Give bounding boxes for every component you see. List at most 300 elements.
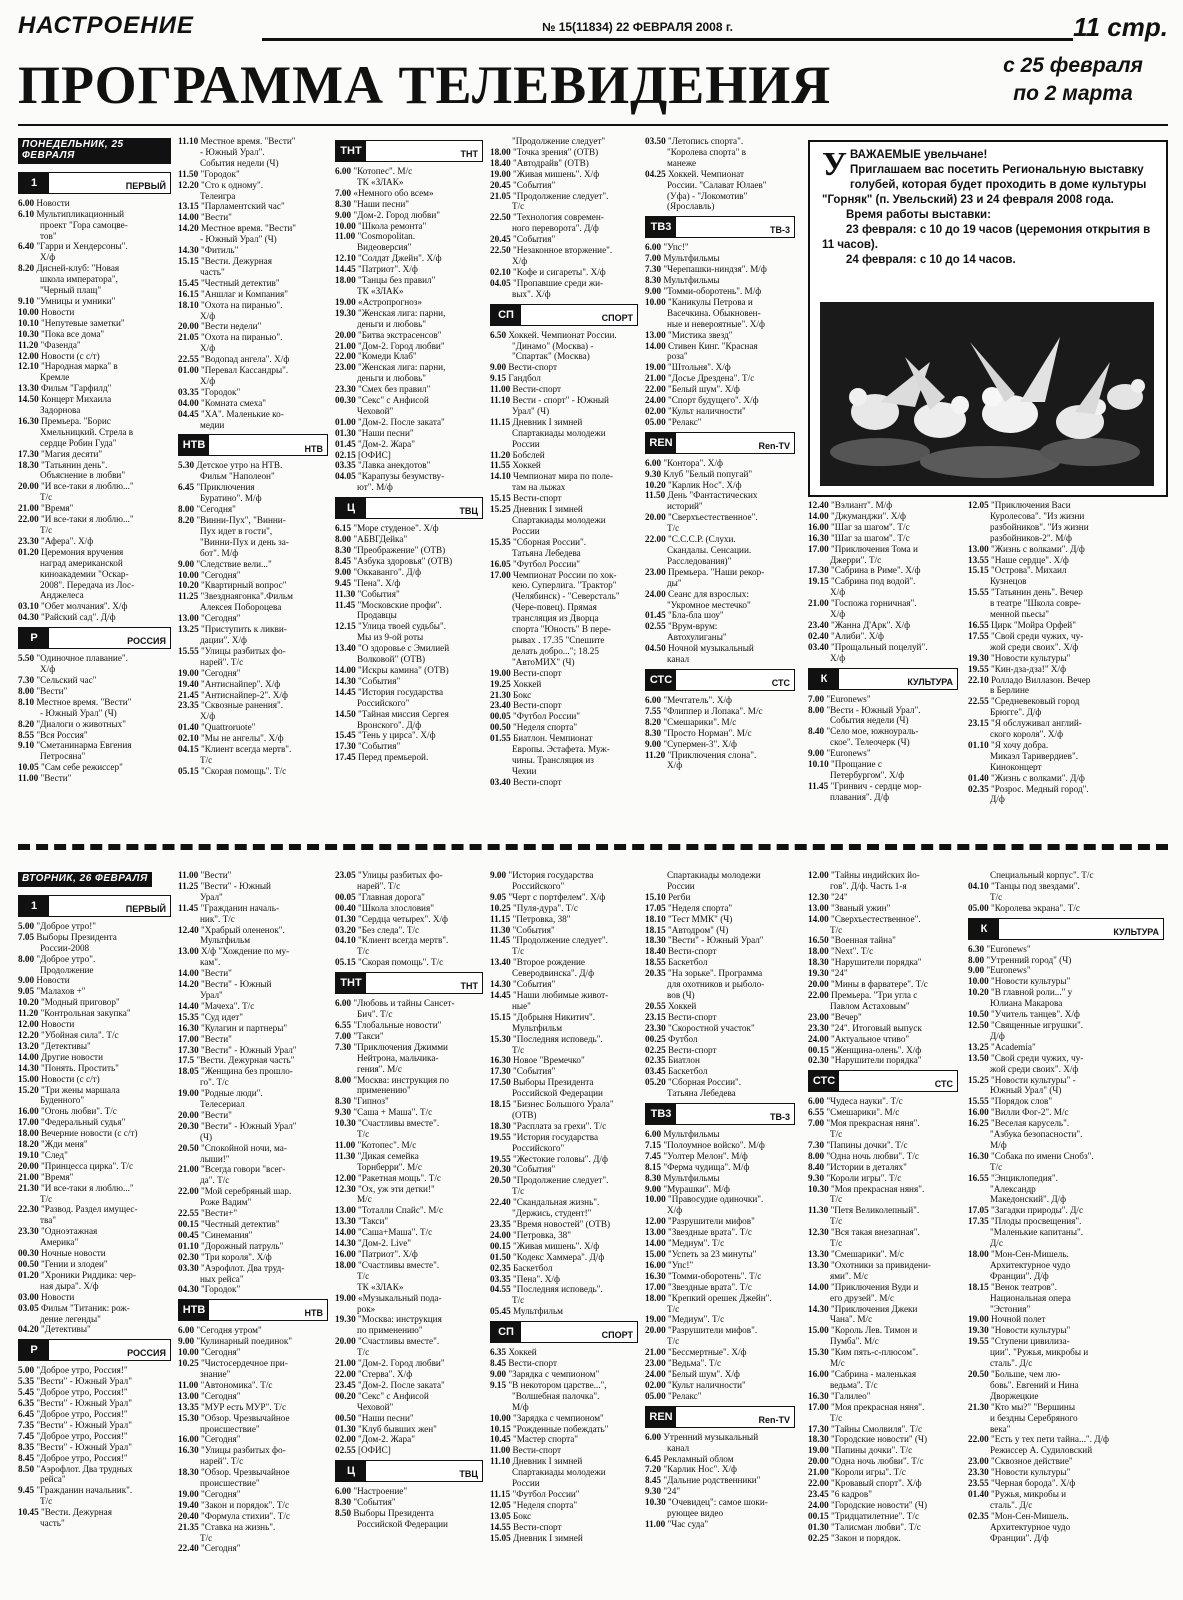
program-time: 10.30 <box>645 1497 668 1508</box>
program-title: "Сверхъестественное". <box>830 913 921 924</box>
program-time: 04.25 <box>645 168 668 179</box>
program-line <box>18 1453 171 1464</box>
program-line <box>968 1325 1164 1336</box>
program-line <box>490 1274 638 1285</box>
program-time: 11.50 <box>645 490 668 501</box>
channel-name: Ren-TV <box>758 440 790 451</box>
program-line <box>808 1045 958 1056</box>
program-time: 23.05 <box>335 870 358 880</box>
program-time: 15.25 <box>490 504 513 515</box>
program-line <box>18 697 171 708</box>
program-time: 6.45 <box>645 1453 664 1464</box>
program-line <box>490 755 638 766</box>
channel-logo-icon: СТС <box>646 670 676 690</box>
program-title: "Зарядка с чемпионом" <box>512 1412 604 1423</box>
program-time: 7.45 <box>645 1150 664 1161</box>
program-title: Чемпионат России по хок- <box>512 569 617 580</box>
program-line <box>335 286 483 297</box>
program-title: Хоккей <box>512 678 542 689</box>
program-line <box>808 1533 958 1544</box>
program-line <box>968 1064 1164 1075</box>
program-title: Т/с <box>512 201 525 212</box>
program-title: школа императора", <box>40 274 118 285</box>
program-title: "Обет молчания". Х/ф <box>40 601 128 612</box>
program-time: 16.15 <box>178 288 201 299</box>
program-title: "Уолтер Мелон". М/ф <box>663 1150 748 1161</box>
program-time: 9.00 <box>645 285 664 296</box>
program-line <box>968 944 1164 955</box>
program-time: 20.00 <box>645 1325 668 1336</box>
program-time: 13.00 <box>178 613 201 624</box>
program-line <box>18 438 171 449</box>
program-line <box>335 210 483 221</box>
program-line <box>968 1467 1164 1478</box>
program-line <box>808 653 958 664</box>
program-title: "Одна ночь любви". Т/с <box>830 1456 924 1467</box>
program-title: "История государства <box>512 1131 599 1142</box>
program-time: 11.45 <box>335 599 358 610</box>
program-title: "Море студеное". Х/ф <box>353 523 439 534</box>
program-time: 16.00 <box>335 1249 358 1259</box>
program-line <box>178 223 328 234</box>
channel-name: ТВЦ <box>459 1469 478 1480</box>
program-time: 19.00 <box>335 1292 358 1303</box>
program-time: 8.45 <box>490 1358 509 1369</box>
program-time: 16.30 <box>968 1150 991 1161</box>
program-title: Х/ф <box>512 255 528 266</box>
program-time: 00.50 <box>335 1412 358 1423</box>
program-title: "Неделя спорта" <box>667 902 733 913</box>
program-line <box>490 1197 638 1208</box>
program-line <box>490 1175 638 1186</box>
program-title: "Учитель танцев". Х/ф <box>990 1009 1080 1020</box>
program-line <box>490 1088 638 1099</box>
schedule-column <box>808 870 958 1595</box>
program-time: 19.30 <box>808 968 831 979</box>
program-title: "Три короля". Х/ф <box>200 1251 272 1262</box>
program-line <box>490 733 638 744</box>
program-title: Т/с <box>200 1532 213 1543</box>
program-line <box>968 870 1164 881</box>
program-line <box>178 1380 328 1391</box>
program-time: 19.30 <box>968 652 991 663</box>
channel-header <box>335 1460 483 1482</box>
program-line <box>335 935 483 946</box>
program-time: 02.10 <box>490 266 513 277</box>
program-time: 04.30 <box>178 1284 201 1295</box>
program-title: Юлиана Макарова <box>990 998 1063 1009</box>
program-line <box>490 690 638 701</box>
program-time: 18.10 <box>645 913 668 924</box>
program-line <box>335 881 483 892</box>
program-line <box>335 709 483 720</box>
program-line <box>335 1380 483 1391</box>
program-title: Вести-спорт <box>512 667 562 678</box>
program-time: 17.05 <box>645 902 668 913</box>
program-line <box>178 892 328 903</box>
program-line <box>490 1391 638 1402</box>
program-time: 16.30 <box>178 1445 201 1456</box>
program-line <box>808 587 958 598</box>
program-line <box>968 707 1164 718</box>
program-line <box>808 968 958 979</box>
program-time: 16.00 <box>178 1434 201 1445</box>
program-line <box>808 1467 958 1478</box>
program-title: гения". М/с <box>357 1063 402 1074</box>
program-title: "Зарядка с чемпионом" <box>508 1368 600 1379</box>
program-time: 8.45 <box>335 555 354 566</box>
program-time: 13.50 <box>968 1052 991 1063</box>
program-time: 6.10 <box>18 208 37 219</box>
program-title: "Московские профи". <box>357 599 442 610</box>
program-title: "Закон и порядок". Т/с <box>200 1499 290 1510</box>
program-time: 00.20 <box>335 1390 358 1401</box>
program-line <box>18 405 171 416</box>
program-line <box>18 1204 171 1215</box>
program-title: Чеховой" <box>357 405 394 416</box>
program-line <box>645 556 795 567</box>
program-title: Мультфильмы <box>663 275 720 286</box>
program-line <box>968 1107 1164 1118</box>
program-title: жой среди своих". Х/ф <box>990 1063 1079 1074</box>
program-time: 9.00 <box>490 362 509 373</box>
program-title: Х/ф <box>830 587 846 598</box>
program-title: "Дальние родственники" <box>663 1475 761 1486</box>
program-line <box>335 687 483 698</box>
channel-header <box>808 1070 958 1092</box>
program-time: 18.00 <box>490 146 513 157</box>
program-title: тов" <box>40 230 57 241</box>
program-title: "Вести" <box>200 1109 232 1120</box>
program-title: "Квартирный вопрос" <box>200 580 287 591</box>
program-line <box>808 748 958 759</box>
program-time: 03.40 <box>490 776 513 787</box>
program-title: Дневник I зимней <box>512 416 583 427</box>
program-title: "Свой среди чужих, чу- <box>990 630 1084 641</box>
program-title: "Ведьма". Т/с <box>667 1358 722 1369</box>
program-line <box>490 450 638 461</box>
program-title: "Женщина-олень". Х/ф <box>830 1044 922 1055</box>
program-title: "Жди меня" <box>40 1139 88 1150</box>
program-line <box>968 1304 1164 1315</box>
channel-header <box>645 1103 795 1125</box>
program-title: Хоккей. Чемпионат России. <box>508 329 617 340</box>
program-title: "Вести" - Южный Урал" <box>36 1441 132 1452</box>
program-title: "Папины дочки". Т/с <box>830 1445 913 1456</box>
program-time: 03.30 <box>178 1262 201 1273</box>
program-title: "Приключения Джимми <box>353 1041 448 1052</box>
program-line <box>18 514 171 525</box>
program-time: 9.45 <box>335 577 354 588</box>
program-time: 7.30 <box>335 1041 354 1052</box>
program-time: 8.00 <box>808 1150 827 1161</box>
program-title: Х/ф <box>830 609 846 620</box>
program-time: 01.40 <box>968 1488 991 1499</box>
program-line <box>335 297 483 308</box>
program-line <box>335 654 483 665</box>
program-time: 22.00 <box>335 351 358 362</box>
program-time: 9.10 <box>18 295 37 306</box>
program-time: 20.00 <box>335 1336 358 1347</box>
program-title: ции". "Ружья, микробы и <box>990 1347 1089 1358</box>
program-title: России. "Салават Юлаев" <box>667 179 767 190</box>
program-line <box>178 613 328 624</box>
program-title: рейса" <box>40 1474 66 1485</box>
program-title: Х/ф <box>200 711 216 722</box>
program-line <box>645 1088 795 1099</box>
program-line <box>18 740 171 751</box>
program-title: "Сегодня" <box>200 613 241 624</box>
program-title: "Утренний город" (Ч) <box>986 954 1072 965</box>
program-title: "Контрольная закупка" <box>40 1008 131 1019</box>
program-time: 16.00 <box>645 1259 668 1270</box>
program-title: "Искры камина" (ОТВ) <box>357 664 449 675</box>
program-line <box>645 946 795 957</box>
program-title: да". Т/с <box>200 1175 230 1186</box>
program-time: 24.00 <box>808 1033 831 1044</box>
program-line <box>645 990 795 1001</box>
program-time: 9.00 <box>645 1183 664 1194</box>
program-title: "Карлик Нос". Х/ф <box>663 1464 737 1475</box>
program-title: Бобслей <box>512 449 545 460</box>
program-time: 22.00 <box>808 989 831 1000</box>
program-time: 9.30 <box>808 1172 827 1183</box>
program-line <box>335 730 483 741</box>
program-line <box>18 1095 171 1106</box>
program-line <box>968 1293 1164 1304</box>
program-line <box>18 1139 171 1150</box>
program-line <box>968 1434 1164 1445</box>
program-title: "Мины в фарватере". Т/с <box>830 979 928 990</box>
program-line <box>335 188 483 199</box>
program-line <box>808 737 958 748</box>
program-time: 14.00 <box>808 1281 831 1292</box>
program-line <box>645 1173 795 1184</box>
program-title: "Саша + Маша". Т/с <box>353 1107 433 1118</box>
program-line <box>18 1183 171 1194</box>
program-line <box>490 136 638 147</box>
channel-name: КУЛЬТУРА <box>907 676 953 687</box>
program-title: 2008". Передача из Лос- <box>40 579 135 590</box>
program-line <box>490 1034 638 1045</box>
program-title: "Клуб бывших жен" <box>357 1423 437 1434</box>
program-line <box>335 1009 483 1020</box>
program-title: жой среди своих". Х/ф <box>990 641 1079 652</box>
program-time: 7.55 <box>645 705 664 716</box>
program-line <box>335 351 483 362</box>
program-time: 05.00 <box>645 416 668 427</box>
program-line <box>178 559 328 570</box>
program-line <box>645 600 795 611</box>
program-title: "Вести. Дежурная <box>200 255 272 266</box>
program-title: "Неделя спорта" <box>512 1499 578 1510</box>
program-title: "Винни-Пух", "Винни- <box>196 515 286 525</box>
program-line <box>335 1194 483 1205</box>
program-line <box>335 341 483 352</box>
program-time: 8.30 <box>335 1096 354 1107</box>
program-title: медии <box>200 419 225 430</box>
program-line <box>645 1443 795 1454</box>
program-line <box>808 1096 958 1107</box>
program-time: 8.40 <box>808 1161 827 1172</box>
program-title: Бокс <box>512 1510 532 1521</box>
program-line <box>490 892 638 903</box>
program-title: "Смех без правил" <box>357 384 431 395</box>
program-time: 00.40 <box>335 902 358 913</box>
program-line <box>18 492 171 503</box>
program-line <box>968 664 1164 675</box>
program-title: "Азбука безопасности". <box>990 1129 1083 1140</box>
program-title: "Петя Великолепный". <box>830 1205 920 1216</box>
program-title: "Умницы и умники" <box>36 295 116 306</box>
program-line <box>178 1489 328 1500</box>
program-line <box>335 1184 483 1195</box>
program-title: "Новости культуры" <box>990 1467 1071 1478</box>
channel-logo-icon: К <box>969 919 999 939</box>
program-title: деньги и любовь" <box>357 318 427 329</box>
program-title: гов". Д/ф. Часть 1-я <box>830 880 907 891</box>
program-title: Т/с <box>357 1347 370 1358</box>
program-title: Выборы Президента <box>512 1077 594 1088</box>
program-title: "Прощальный поцелуй". <box>830 641 928 652</box>
schedule-column <box>18 136 171 836</box>
program-time: 19.30 <box>335 1314 358 1325</box>
program-time: 22.30 <box>18 1204 41 1215</box>
program-line <box>968 987 1164 998</box>
program-title: Петросяна" <box>40 751 86 762</box>
program-time: 5.35 <box>18 1376 37 1387</box>
program-time: 12.40 <box>178 924 201 935</box>
program-title: "Скоростной участок" <box>667 1022 755 1033</box>
program-time: 23.30 <box>808 1022 831 1033</box>
program-time: 10.00 <box>18 306 41 317</box>
program-line <box>335 177 483 188</box>
program-time: 15.45 <box>178 277 201 288</box>
program-line <box>178 744 328 755</box>
program-line <box>490 744 638 755</box>
program-time: 22.00 <box>645 384 668 395</box>
program-time: 01.00 <box>335 416 358 427</box>
program-line <box>18 1420 171 1431</box>
channel-header <box>335 497 483 519</box>
program-time: 9.00 <box>490 1368 509 1379</box>
program-line <box>18 329 171 340</box>
program-time: 01.30 <box>335 427 358 438</box>
program-line <box>490 559 638 570</box>
program-line <box>335 1020 483 1031</box>
program-time: 10.10 <box>808 759 831 770</box>
program-title: сталь". Д/с <box>990 1358 1033 1369</box>
program-time: 11.25 <box>178 880 201 891</box>
program-line <box>335 1151 483 1162</box>
program-title: Спартакиады молодежи <box>667 870 761 880</box>
program-line <box>18 1270 171 1281</box>
program-line <box>490 657 638 668</box>
program-line <box>808 715 958 726</box>
program-line <box>178 1456 328 1467</box>
program-title: ного переворота". Д/ф <box>512 223 599 234</box>
program-line <box>808 1413 958 1424</box>
program-title: "ХА". Маленькие ко- <box>200 408 284 419</box>
program-title: "Закон и порядок. <box>830 1532 901 1543</box>
program-title: "Король Лев. Тимон и <box>830 1325 918 1336</box>
program-title: Выборы Президента <box>353 1508 434 1519</box>
program-line <box>490 1012 638 1023</box>
program-time: 21.05 <box>490 190 513 201</box>
program-line <box>968 1096 1164 1107</box>
program-line <box>490 1500 638 1511</box>
program-title: "Мачеха". Т/с <box>200 1000 255 1011</box>
program-line <box>335 545 483 556</box>
program-time: 01.00 <box>178 365 201 376</box>
program-line <box>178 376 328 387</box>
program-title: Т/с <box>357 946 370 957</box>
program-time: 10.00 <box>178 569 201 580</box>
program-line <box>178 766 328 777</box>
program-line <box>18 1303 171 1314</box>
program-title: "Улица твоей судьбы". <box>357 621 446 632</box>
program-title: "Эстония" <box>990 1303 1031 1314</box>
program-title: Д/с <box>990 1238 1003 1249</box>
program-title: "Вести. Дежурная часть" <box>196 1055 295 1066</box>
program-title: Автохулиганы" <box>667 632 727 643</box>
program-line <box>808 1522 958 1533</box>
program-line <box>645 297 795 308</box>
program-line <box>490 1241 638 1252</box>
program-line <box>335 221 483 232</box>
program-line <box>968 1238 1164 1249</box>
program-line <box>968 1489 1164 1500</box>
program-line <box>335 534 483 545</box>
program-line <box>808 500 958 511</box>
program-title: Премьера. "Три угла с <box>830 989 918 1000</box>
program-line <box>968 642 1164 653</box>
program-line <box>808 1162 958 1173</box>
program-title: "Розрос. Медный город". <box>990 783 1089 794</box>
program-line <box>808 979 958 990</box>
program-line <box>490 646 638 657</box>
program-title: "Автодрайв" (ОТВ) <box>512 157 589 168</box>
program-line <box>645 892 795 903</box>
program-time: 01.30 <box>335 913 358 924</box>
program-title: "Без следа". Т/с <box>357 924 420 935</box>
program-title: "Сегодня" <box>200 1347 241 1358</box>
program-title: Джерри". Т/с <box>830 554 882 565</box>
program-title: "Дом-2. Жара" <box>357 1434 415 1445</box>
program-title: Продолжение <box>40 964 94 975</box>
program-line <box>645 1227 795 1238</box>
channel-name: РОССИЯ <box>127 1348 166 1359</box>
program-title: Урал" <box>200 891 223 902</box>
program-time: 13.00 <box>335 1205 358 1216</box>
program-title: "Сто к одному". <box>200 179 264 190</box>
program-title: Т/с <box>357 1129 370 1140</box>
channel-logo-icon: Р <box>19 1340 49 1360</box>
program-time: 15.55 <box>968 1096 991 1107</box>
program-time: 00.30 <box>335 395 358 406</box>
program-line <box>808 1151 958 1162</box>
program-line <box>968 565 1164 576</box>
program-line <box>178 1055 328 1066</box>
program-title: "Кодекс Хаммера". Д/ф <box>512 1251 605 1262</box>
program-title: Спартакиады молодежи <box>512 427 606 438</box>
program-time: 14.30 <box>335 675 358 686</box>
program-title: "События" <box>512 179 556 190</box>
program-line <box>490 1522 638 1533</box>
program-line <box>335 1424 483 1435</box>
program-time: 23.35 <box>490 1219 513 1229</box>
program-time: 6.50 <box>490 329 509 340</box>
